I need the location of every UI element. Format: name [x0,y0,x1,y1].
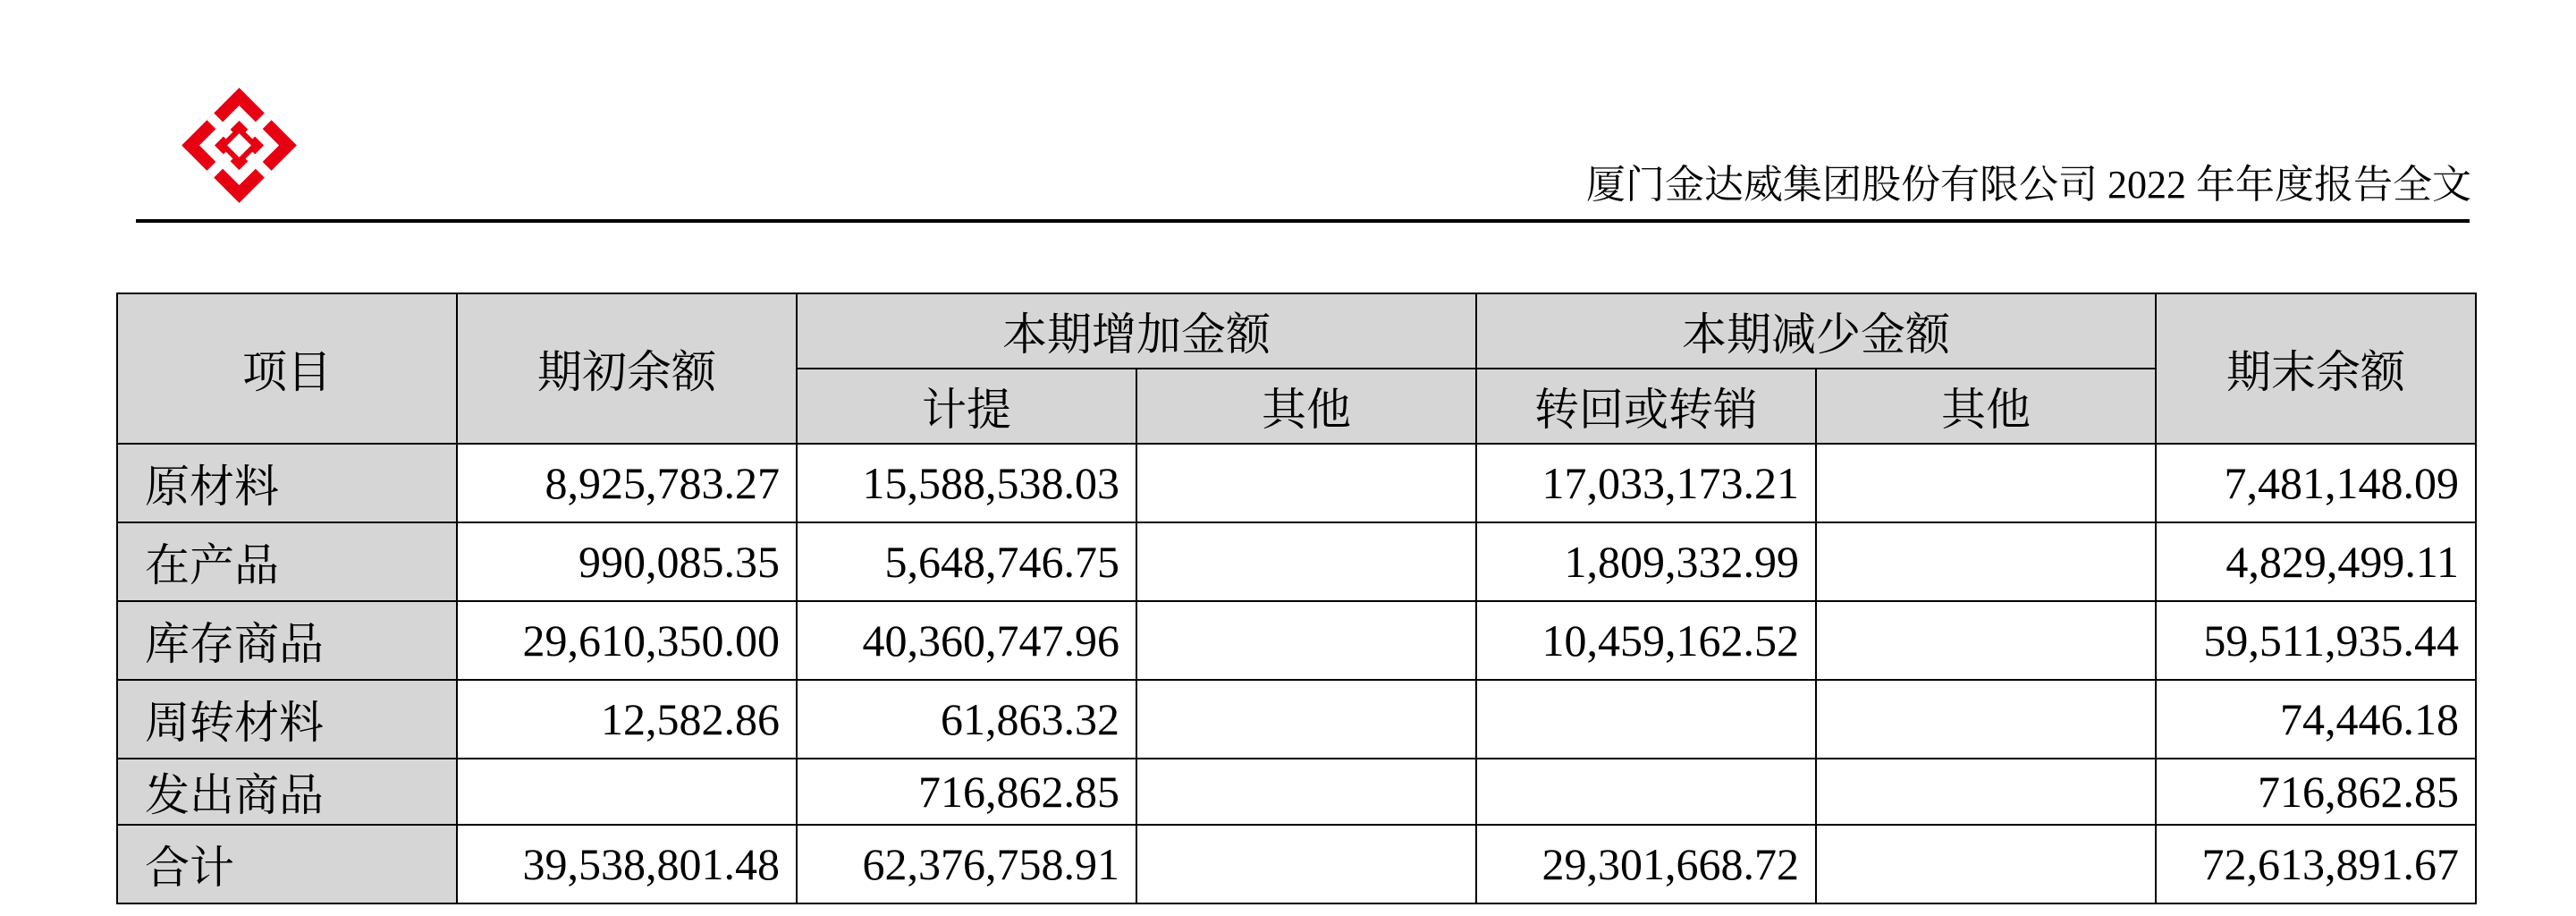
header-increase-accrual: 计提 [797,369,1136,444]
cell-opening: 12,582.86 [457,680,797,759]
row-item: 原材料 [117,444,457,522]
cell-reversal [1476,680,1816,759]
cell-reversal: 10,459,162.52 [1476,601,1816,680]
cell-decrease-other [1816,601,2156,680]
cell-accrual: 61,863.32 [797,680,1136,759]
header-opening: 期初余额 [457,293,797,444]
header-divider [136,219,2470,223]
cell-opening: 29,610,350.00 [457,601,797,680]
cell-increase-other [1136,522,1476,601]
cell-closing: 4,829,499.11 [2156,522,2476,601]
table-row [117,759,2476,825]
cell-reversal: 29,301,668.72 [1476,825,1816,903]
cell-accrual: 15,588,538.03 [797,444,1136,522]
cell-closing: 59,511,935.44 [2156,601,2476,680]
header-decrease-other: 其他 [1816,369,2156,444]
cell-opening: 990,085.35 [457,522,797,601]
table-row-total [117,825,2476,903]
row-item: 周转材料 [117,680,457,759]
cell-decrease-other [1816,444,2156,522]
cell-closing: 716,862.85 [2156,759,2476,825]
cell-decrease-other [1816,825,2156,903]
cell-accrual: 40,360,747.96 [797,601,1136,680]
company-logo-icon [179,85,300,206]
cell-closing: 7,481,148.09 [2156,444,2476,522]
cell-reversal: 17,033,173.21 [1476,444,1816,522]
cell-opening [457,759,797,825]
cell-increase-other [1136,759,1476,825]
cell-increase-other [1136,825,1476,903]
cell-decrease-other [1816,522,2156,601]
header-decrease: 本期减少金额 [1476,293,2156,369]
cell-accrual: 5,648,746.75 [797,522,1136,601]
cell-reversal [1476,759,1816,825]
cell-accrual: 62,376,758.91 [797,825,1136,903]
cell-decrease-other [1816,759,2156,825]
table-row [117,522,2476,601]
row-item: 在产品 [117,522,457,601]
header-closing: 期末余额 [2156,293,2476,444]
cell-closing: 72,613,891.67 [2156,825,2476,903]
cell-accrual: 716,862.85 [797,759,1136,825]
row-item: 合计 [117,825,457,903]
table-row [117,444,2476,522]
header-increase-other: 其他 [1136,369,1476,444]
cell-closing: 74,446.18 [2156,680,2476,759]
row-item: 库存商品 [117,601,457,680]
cell-decrease-other [1816,680,2156,759]
cell-increase-other [1136,444,1476,522]
inventory-impairment-table [116,293,2477,904]
cell-opening: 39,538,801.48 [457,825,797,903]
header-increase: 本期增加金额 [797,293,1476,369]
table-row [117,601,2476,680]
header-decrease-reversal: 转回或转销 [1476,369,1816,444]
header-item: 项目 [117,293,457,444]
report-title: 厦门金达威集团股份有限公司 2022 年年度报告全文 [1586,163,2471,207]
cell-increase-other [1136,601,1476,680]
cell-reversal: 1,809,332.99 [1476,522,1816,601]
cell-opening: 8,925,783.27 [457,444,797,522]
cell-increase-other [1136,680,1476,759]
table-row [117,680,2476,759]
row-item: 发出商品 [117,759,457,825]
